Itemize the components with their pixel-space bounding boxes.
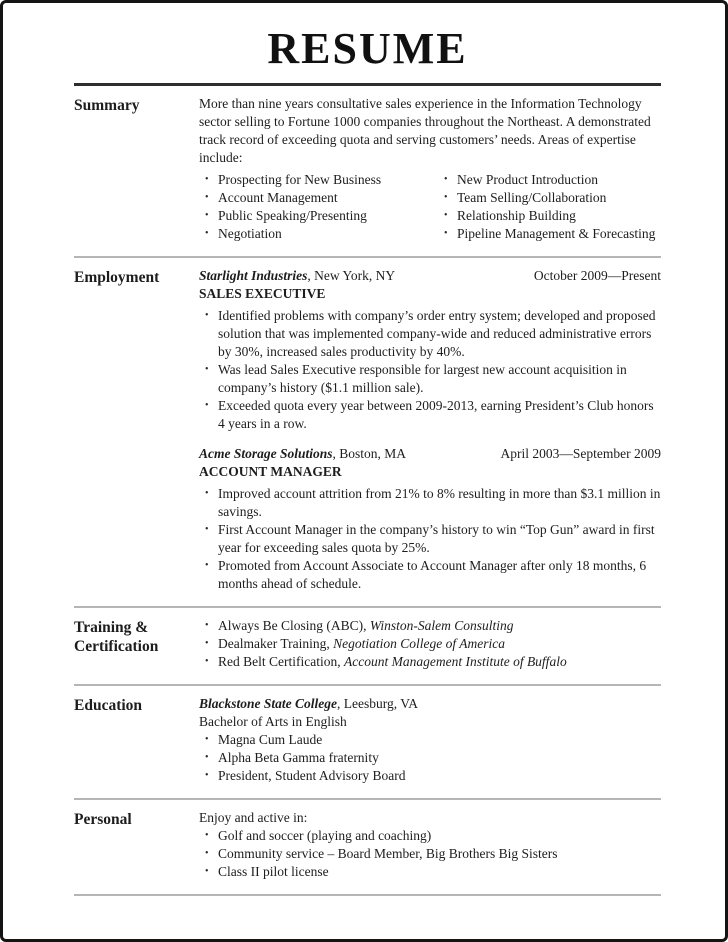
section-education <box>74 684 661 798</box>
section-employment <box>74 256 661 606</box>
job-title: ACCOUNT MANAGER <box>199 463 342 479</box>
company-name: Starlight Industries <box>199 267 308 283</box>
list-item: • Public Speaking/Presenting <box>205 207 438 225</box>
school-name: Blackstone State College <box>199 695 337 711</box>
resume-sheet <box>3 3 725 896</box>
personal-list <box>199 827 661 881</box>
personal-label: Personal <box>74 810 132 828</box>
summary-content <box>199 95 661 243</box>
job-title: SALES EXECUTIVE <box>199 285 326 301</box>
list-item <box>205 635 661 653</box>
job-header <box>199 445 661 463</box>
section-training <box>74 606 661 684</box>
list-item: • Negotiation <box>205 225 438 243</box>
job-dates: April 2003—September 2009 <box>500 445 661 461</box>
list-item: • Team Selling/Collaboration <box>444 189 655 207</box>
job-entry <box>199 267 661 433</box>
summary-label: Summary <box>74 96 140 114</box>
job-entry <box>199 445 661 593</box>
page-title: RESUME <box>267 24 468 73</box>
job-bullet-list <box>199 485 661 593</box>
degree-line: Bachelor of Arts in English <box>199 713 347 729</box>
training-item-org: Account Management Institute of Buffalo <box>343 653 567 669</box>
list-item: • Was lead Sales Executive responsible for largest new account acquisition in company’s history ($1.1 million sale). <box>205 361 661 397</box>
list-item: • Account Management <box>205 189 438 207</box>
education-label: Education <box>74 696 143 714</box>
section-summary <box>74 86 661 256</box>
education-content <box>199 695 661 785</box>
list-item: • Golf and soccer (playing and coaching) <box>205 827 661 845</box>
training-content <box>199 617 661 671</box>
education-list <box>199 731 661 785</box>
summary-paragraph: More than nine years consultative sales experience in the Information Technology sector selling to Fortune 1000 companies throughout the Northeast. A demonstrated track record of exceeding quota and serving customers’ needs. Areas of expertise include: <box>199 95 651 165</box>
list-item: • First Account Manager in the company’s history to win “Top Gun” award in first year for exceeding sales quota by 25%. <box>205 521 661 557</box>
training-item-org: Winston-Salem Consulting <box>369 617 514 633</box>
training-item-name: Always Be Closing (ABC), <box>218 617 370 633</box>
job-dates: October 2009—Present <box>533 267 661 283</box>
training-item-name: Red Belt Certification, <box>218 653 344 669</box>
list-item: • Prospecting for New Business <box>205 171 438 189</box>
list-item <box>205 617 661 635</box>
list-item: • Relationship Building <box>444 207 655 225</box>
personal-content <box>199 809 661 881</box>
list-item: • Alpha Beta Gamma fraternity <box>205 749 661 767</box>
list-item: • Promoted from Account Associate to Account Manager after only 18 months, 6 months ahead of schedule. <box>205 557 661 593</box>
list-item: • Exceeded quota every year between 2009-2013, earning President’s Club honors 4 years in a row. <box>205 397 661 433</box>
training-item-org: Negotiation College of America <box>333 635 505 651</box>
list-item: • Pipeline Management & Forecasting <box>444 225 655 243</box>
school-line <box>199 695 661 713</box>
list-item <box>205 653 661 671</box>
training-label: Training & Certification <box>74 618 159 655</box>
training-item-name: Dealmaker Training, <box>218 635 334 651</box>
list-item: • Identified problems with company’s order entry system; developed and proposed solution that was implemented company-wide and reduced administrative errors by 30%, increased sales productivity by 40%. <box>205 307 661 361</box>
job-company-line <box>199 267 395 285</box>
list-item: • Improved account attrition from 21% to 8% resulting in more than $3.1 million in savings. <box>205 485 661 521</box>
employment-content <box>199 267 661 593</box>
bottom-rule <box>74 894 661 896</box>
company-name: Acme Storage Solutions <box>199 445 333 461</box>
job-company-line <box>199 445 406 463</box>
list-item: • Class II pilot license <box>205 863 661 881</box>
expertise-list-left <box>199 171 438 243</box>
company-location: , New York, NY <box>307 267 396 283</box>
employment-label: Employment <box>74 268 160 286</box>
list-item: • Magna Cum Laude <box>205 731 661 749</box>
company-location: , Boston, MA <box>332 445 407 461</box>
list-item: • New Product Introduction <box>444 171 655 189</box>
job-bullet-list <box>199 307 661 433</box>
expertise-list-right <box>438 171 655 243</box>
training-list <box>199 617 661 671</box>
list-item: • President, Student Advisory Board <box>205 767 661 785</box>
section-personal <box>74 798 661 894</box>
school-location: , Leesburg, VA <box>337 695 418 711</box>
list-item: • Community service – Board Member, Big Brothers Big Sisters <box>205 845 661 863</box>
expertise-columns <box>199 167 661 243</box>
personal-intro: Enjoy and active in: <box>199 809 308 825</box>
job-header <box>199 267 661 285</box>
